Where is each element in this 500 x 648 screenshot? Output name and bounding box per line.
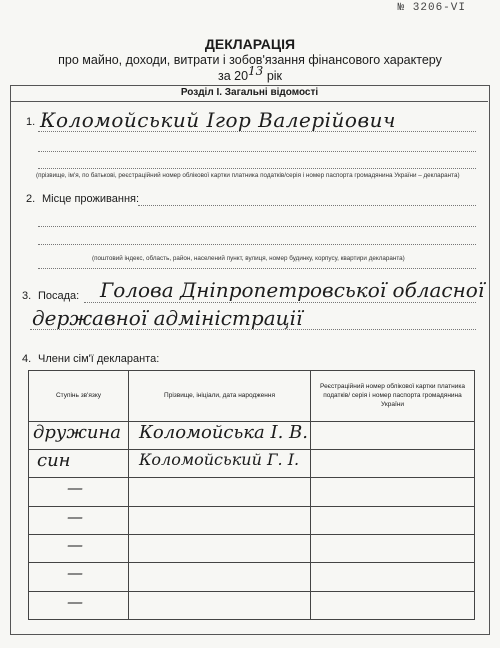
- field3-line-2: [30, 329, 476, 330]
- field2-number: 2.: [26, 193, 36, 205]
- document-title: ДЕКЛАРАЦІЯ: [204, 36, 296, 52]
- name-cell: [129, 450, 311, 478]
- year-prefix: за 20: [217, 69, 249, 83]
- table-row: [29, 506, 475, 534]
- field1-number: 1.: [26, 116, 36, 128]
- relation-handwritten: син: [37, 450, 71, 472]
- tax-number-cell: [311, 563, 475, 591]
- relation-cell: [29, 535, 129, 563]
- name-cell: [129, 421, 311, 449]
- column-header-relation: Ступінь зв'язку: [29, 371, 129, 422]
- field1-name-handwritten: Коломойський Ігор Валерійович: [40, 108, 396, 132]
- column-header-tax-number: Реєстраційний номер облікової картки платника податків/ серія і номер паспорта громадянина України: [311, 371, 475, 422]
- tax-number-cell: [311, 535, 475, 563]
- year-suffix: рік: [266, 69, 283, 83]
- relation-cell: [29, 591, 129, 619]
- name-cell: [129, 506, 311, 534]
- table-row: [29, 450, 475, 478]
- tax-number-cell: [311, 421, 475, 449]
- table-row: [29, 535, 475, 563]
- relation-cell: [29, 421, 129, 449]
- relation-handwritten: —: [67, 506, 83, 526]
- table-header-row: [29, 371, 475, 422]
- field3-label: Посада:: [38, 290, 80, 302]
- document-number-stamp: № 3206-VI: [397, 2, 466, 14]
- relation-handwritten: —: [67, 563, 83, 583]
- field1-line-2: [38, 151, 476, 152]
- table-row: [29, 591, 475, 619]
- table-row: [29, 421, 475, 449]
- relation-handwritten: —: [67, 591, 83, 611]
- column-header-name: Прізвище, ініціали, дата народження: [129, 371, 311, 422]
- tax-number-cell: [311, 478, 475, 506]
- table-row: [29, 478, 475, 506]
- field2-line-1: [138, 205, 476, 206]
- field3-line-1: [84, 302, 476, 303]
- name-cell: [129, 591, 311, 619]
- field1-line-1: [38, 131, 476, 132]
- relation-cell: [29, 563, 129, 591]
- field2-line-4: [38, 268, 476, 269]
- name-handwritten: Коломойський Г. І.: [139, 450, 300, 470]
- relation-handwritten: дружина: [33, 421, 122, 443]
- section-title: Розділ І. Загальні відомості: [180, 87, 319, 98]
- field1-line-3: [38, 168, 476, 169]
- relation-cell: [29, 450, 129, 478]
- relation-cell: [29, 478, 129, 506]
- field2-line-2: [38, 226, 476, 227]
- year-handwritten: 13: [248, 64, 264, 78]
- field4-number: 4.: [22, 353, 32, 365]
- field2-hint: (поштовий індекс, область, район, населений пункт, вулиця, номер будинку, корпусу, квартири декларанта): [92, 255, 405, 262]
- field2-line-3: [38, 244, 476, 245]
- field3-position-line2: державної адміністрації: [32, 306, 303, 330]
- name-cell: [129, 563, 311, 591]
- name-cell: [129, 535, 311, 563]
- table-row: [29, 563, 475, 591]
- document-year-line: [0, 64, 500, 83]
- field4-label: Члени сім'ї декларанта:: [38, 353, 160, 365]
- tax-number-cell: [311, 591, 475, 619]
- field3-position-line1: Голова Дніпропетровської обласної: [100, 278, 485, 302]
- tax-number-cell: [311, 450, 475, 478]
- family-members-table: [28, 370, 475, 620]
- section-header: [11, 86, 488, 102]
- field3-number: 3.: [22, 290, 32, 302]
- name-cell: [129, 478, 311, 506]
- document-subtitle: про майно, доходи, витрати і зобов'язання фінансового характеру: [58, 53, 442, 67]
- name-handwritten: Коломойська І. В.: [139, 421, 309, 443]
- tax-number-cell: [311, 506, 475, 534]
- relation-cell: [29, 506, 129, 534]
- relation-handwritten: —: [67, 535, 83, 555]
- field1-hint: (прізвище, ім'я, по батькові, реєстраційний номер облікової картки платника податків/серія і номер паспорта громадянина України – декларанта): [36, 172, 460, 179]
- relation-handwritten: —: [67, 478, 83, 498]
- field2-label: Місце проживання:: [42, 193, 140, 205]
